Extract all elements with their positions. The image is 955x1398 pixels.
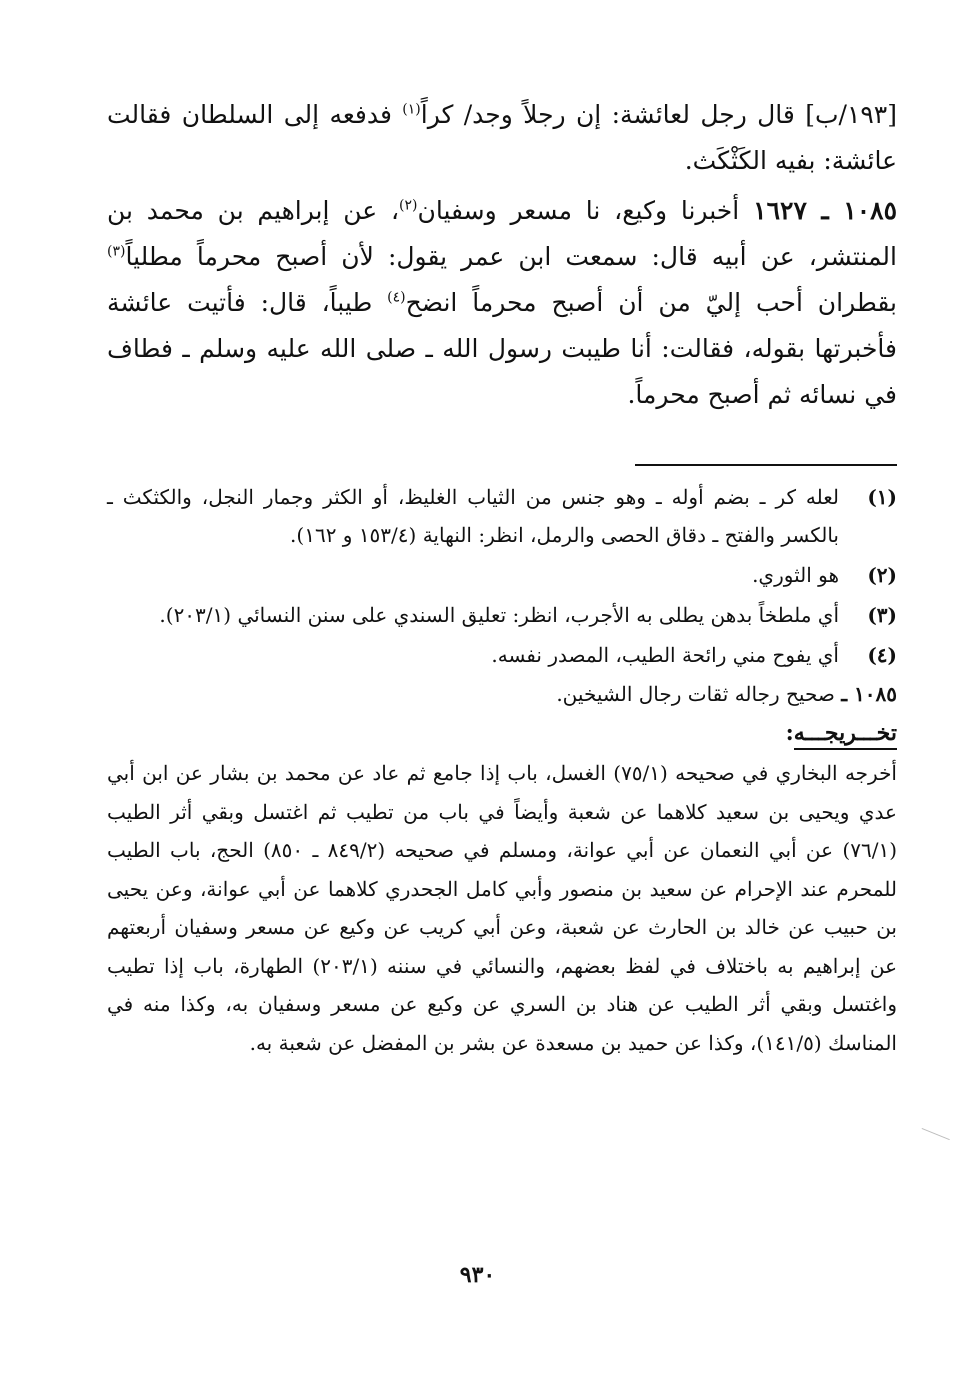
paragraph-text: قال رجل لعائشة: إن رجلاً وجد/ كراً <box>420 100 806 129</box>
footnote-number: (١) <box>867 485 897 509</box>
page-content <box>107 92 897 1062</box>
page-number: ٩٣٠ <box>459 1262 496 1288</box>
footnotes-list <box>107 478 897 674</box>
footnote-text: هو الثوري. <box>752 563 839 587</box>
footnote-ref-1[interactable]: (١) <box>402 101 421 118</box>
footnote-item <box>107 478 897 554</box>
paragraph-hadith-1085 <box>107 188 897 418</box>
footnote-item <box>107 556 897 594</box>
footnote-ref-2[interactable]: (٢) <box>399 197 418 214</box>
paragraph-text: ، عن إبراهيم بن محمد بن المنتشر، عن أبيه قال: سمعت ابن عمر يقول: لأن أصبح محرماً مطلياً <box>107 196 897 271</box>
paragraph-text: بقطران أحب إليّ من أن أصبح محرماً انضح <box>405 288 897 317</box>
footnote-ref-3[interactable]: (٣) <box>107 243 126 260</box>
paragraph-text: أخبرنا وكيع، نا مسعر وسفيان <box>417 196 740 225</box>
footnote-text: أي ملطخاً بدهن يطلى به الأجرب، انظر: تعليق السندي على سنن النسائي (٢٠٣/١). <box>159 603 839 627</box>
footnote-number: (٢) <box>867 563 897 587</box>
footnote-ref-4[interactable]: (٤) <box>387 289 406 306</box>
takhrij-body: أخرجه البخاري في صحيحه (٧٥/١) الغسل، باب إذا جامع ثم عاد عن محمد بن بشار عن ابن أبي عدي ويحيى بن سعيد كلاهما عن شعبة وأيضاً في باب من تطيب ثم اغتسل وبقي أثر الطيب (٧٦/١) عن أبي النعمان عن أبي عوانة، ومسلم في صحيحه (٨٤٩/٢ ـ ٨٥٠) الحج، باب الطيب للمحرم عند الإحرام عن سعيد بن منصور وأبي كامل الجحدري كلاهما عن أبي عوانة، وعن يحيى بن حبيب عن خالد بن الحارث عن شعبة، وعن أبي كريب عن وكيع عن مسعر وسفيان أربعتهم عن إبراهيم به باختلاف في لفظ بعضهم، والنسائي في سننه (٢٠٣/١) الطهارة، باب إذا تطيب واغتسل وبقي أثر الطيب عن هناد بن السري عن وكيع عن مسعر وسفيان به، وكذا منه في المناسك (١٤١/٥)، وكذا عن حميد بن مسعدة عن بشر بن المفضل عن شعبة به. <box>107 761 898 1055</box>
footnote-text: أي يفوح مني رائحة الطيب، المصدر نفسه. <box>491 643 839 667</box>
footnote-text: لعله كر ـ بضم أوله ـ وهو جنس من الثياب الغليظ، أو الكثر وجمار النجل، والكثكث ـ بالكسر والفتح ـ دقاق الحصى والرمل، انظر: النهاية (١٥٣/٤ و ١٦٢). <box>107 485 839 547</box>
footnote-item <box>107 596 897 634</box>
hadith-number: ١٠٨٥ ـ ١٦٢٧ <box>753 196 897 225</box>
takhrij-heading-word: تخـــريجـــه <box>794 720 897 750</box>
grading-text: صحيح رجاله ثقات رجال الشيخين. <box>556 682 842 706</box>
main-text <box>107 92 897 418</box>
paragraph-text: فدفعه إلى السلطان فقالت عائشة: بفيه الكَثْكَث. <box>107 100 897 175</box>
scan-artifact-line <box>915 1128 950 1157</box>
paragraph-aisha-report <box>107 92 897 184</box>
footnote-number: (٤) <box>867 643 897 667</box>
folio-marker: [١٩٣/ب] <box>805 100 897 129</box>
takhrij-heading-colon: : <box>785 720 794 746</box>
grading-number: ١٠٨٥ ـ <box>841 682 897 706</box>
footnote-divider <box>635 464 897 466</box>
takhrij-heading <box>107 714 897 752</box>
paragraph-text: طيباً، قال: فأتيت عائشة فأخبرتها بقوله، فقالت: أنا طيبت رسول الله ـ صلى الله عليه وسلم ـ فطاف في نسائه ثم أصبح محرماً. <box>107 288 897 409</box>
footnote-item <box>107 636 897 674</box>
hadith-grading <box>107 676 897 712</box>
footnote-number: (٣) <box>867 603 897 627</box>
